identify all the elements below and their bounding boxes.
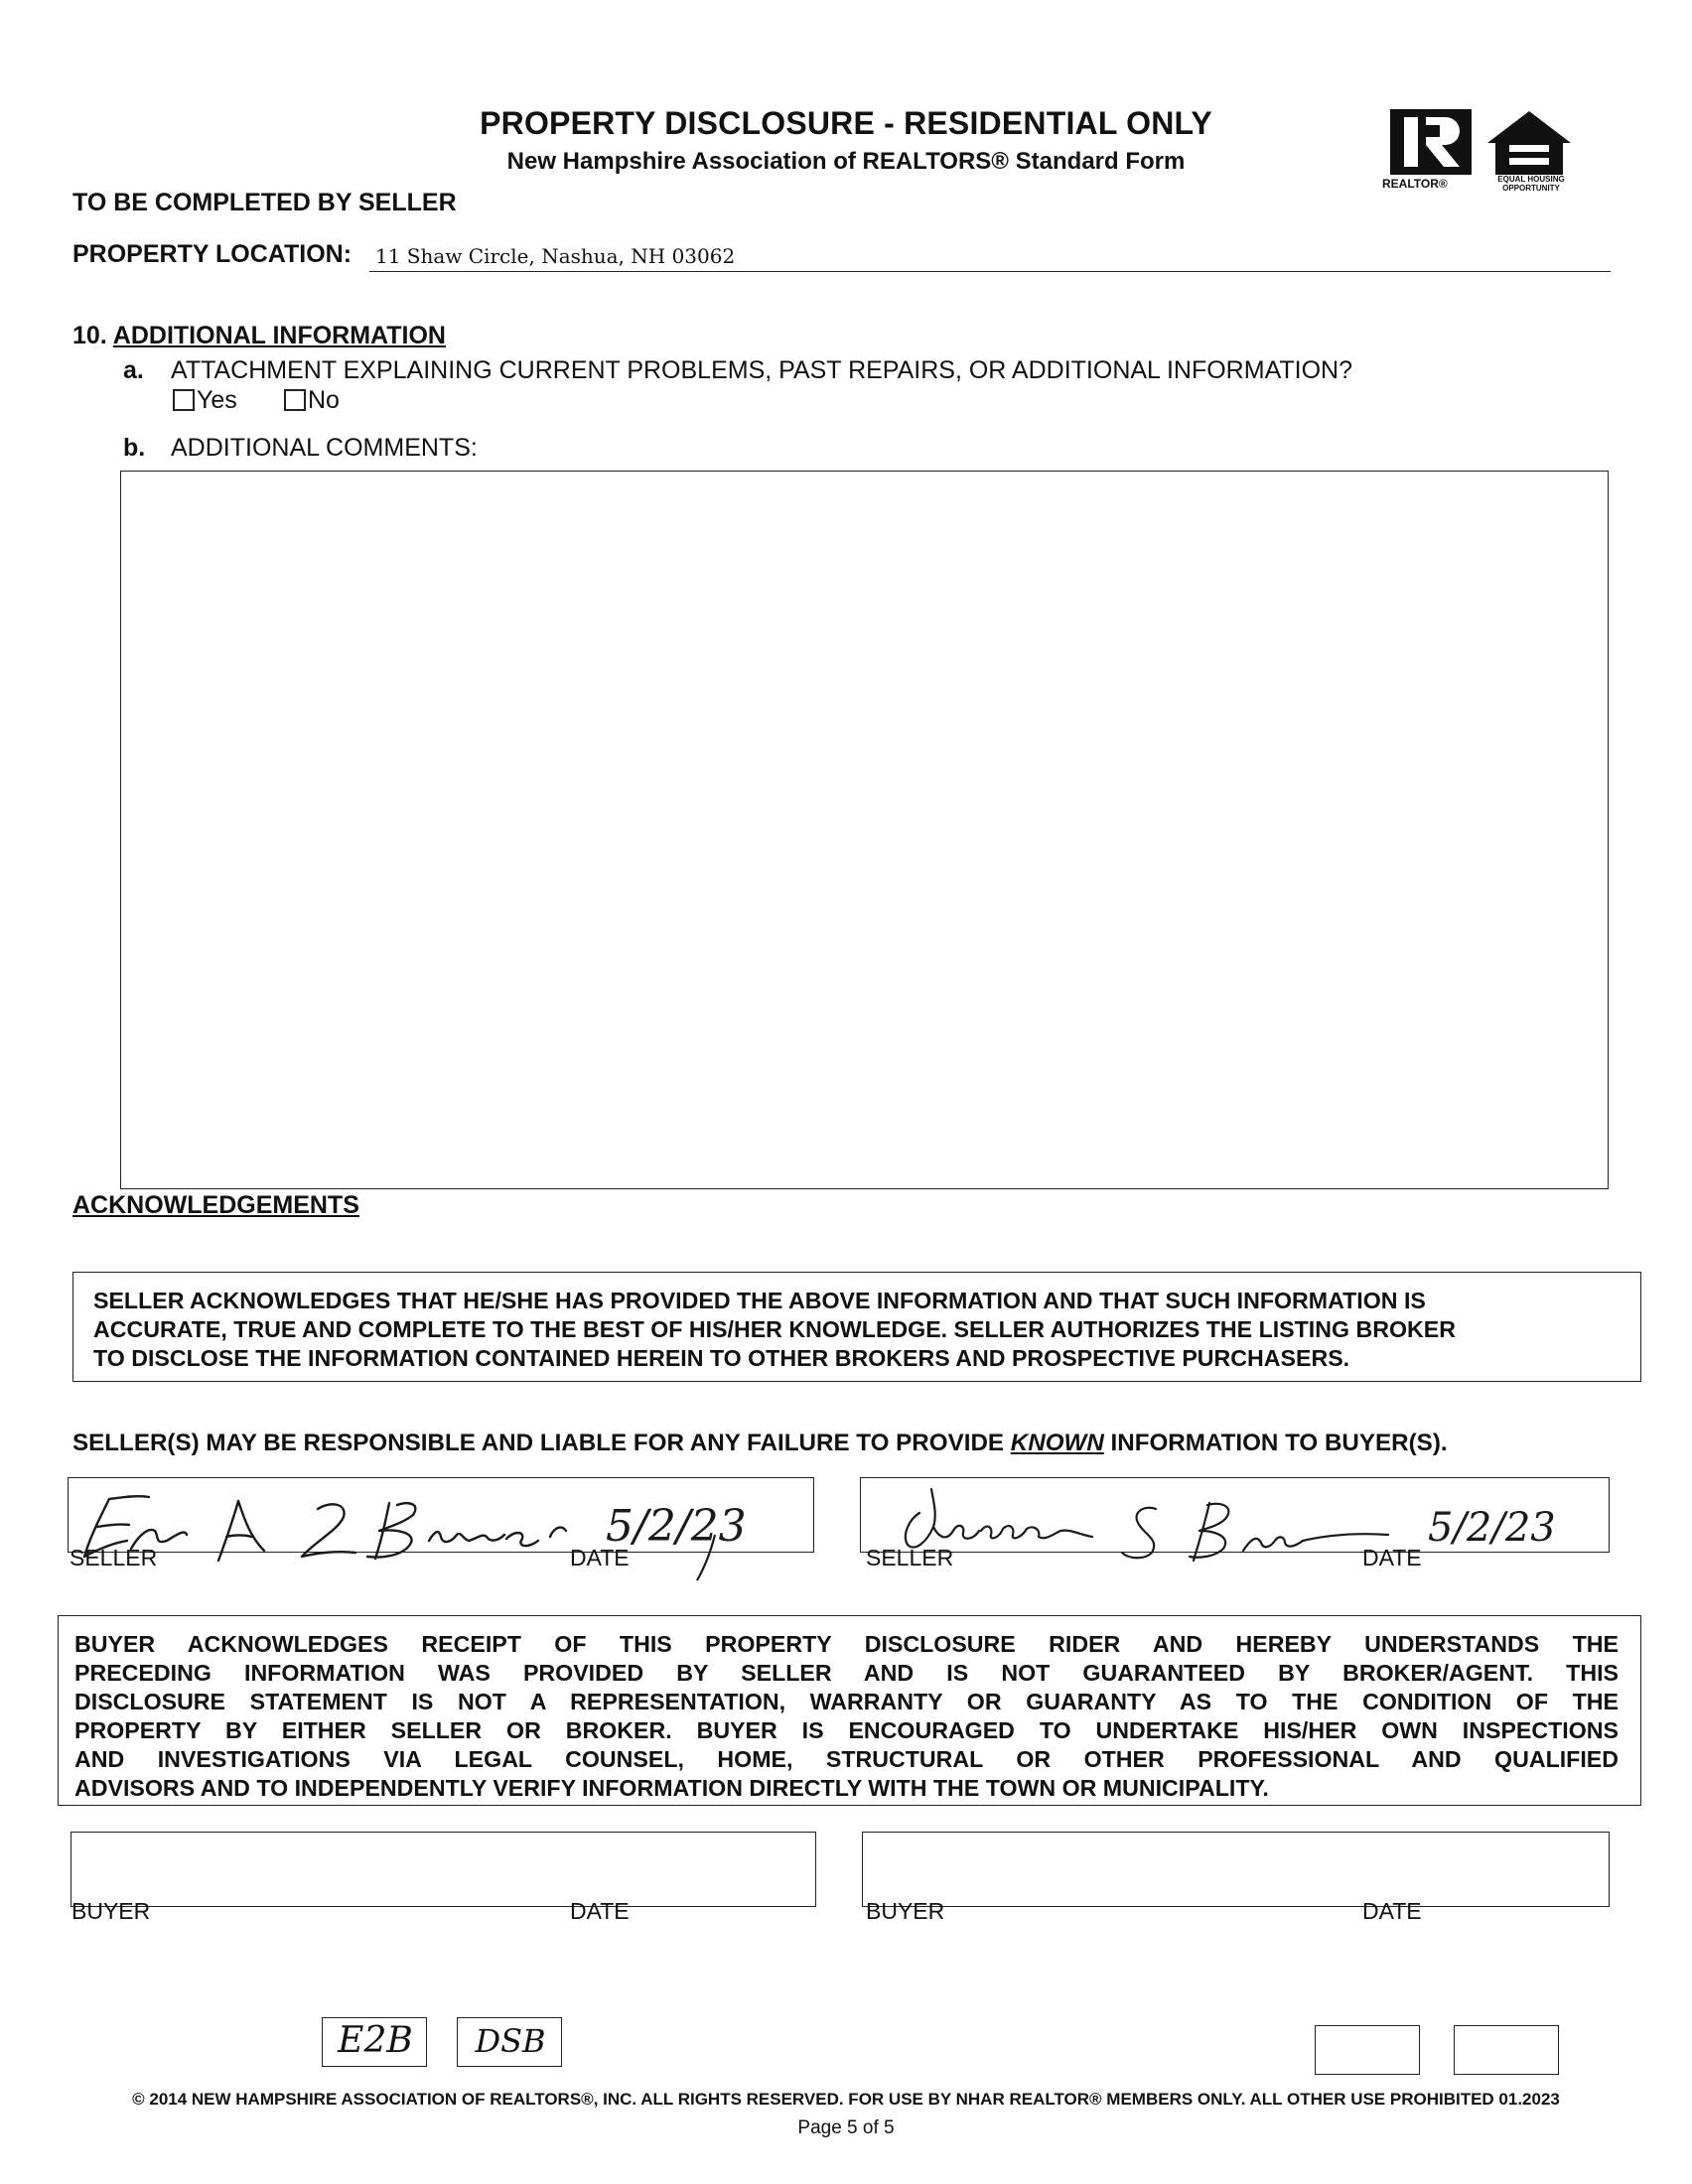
header-logos [1382, 105, 1591, 197]
liability-notice [72, 1430, 1448, 1457]
equal-housing-line-1: EQUAL HOUSING [1497, 175, 1565, 184]
seller-1-date-label: DATE [570, 1545, 630, 1570]
buyer-1-initials-field[interactable] [1315, 2025, 1420, 2075]
item-b-letter: b. [123, 434, 146, 462]
buyer-2-label: BUYER [866, 1898, 945, 1924]
seller-1-label: SELLER [70, 1545, 158, 1570]
item-a-letter: a. [123, 356, 144, 384]
seller-2-initials: DSB [475, 2022, 546, 2060]
property-location-field[interactable]: 11 Shaw Circle, Nashua, NH 03062 [375, 244, 736, 268]
property-location-underline [369, 271, 1611, 272]
seller-statement-line-3: TO DISCLOSE THE INFORMATION CONTAINED HEREIN TO OTHER BROKERS AND PROSPECTIVE PURCHASERS. [93, 1345, 1350, 1371]
buyer-statement-line-1: BUYER ACKNOWLEDGES RECEIPT OF THIS PROPERTY DISCLOSURE RIDER AND HEREBY UNDERSTANDS THE [74, 1631, 1619, 1657]
section-number: 10. [72, 322, 107, 349]
attachment-no-label: No [308, 386, 340, 414]
buyer-1-date-label: DATE [570, 1898, 630, 1924]
seller-1-date-value: 5/2/23 [606, 1501, 747, 1552]
seller-1-initials: E2B [338, 2020, 413, 2061]
seller-2-label: SELLER [866, 1545, 954, 1570]
acknowledgements-heading: ACKNOWLEDGEMENTS [72, 1191, 359, 1219]
buyer-2-signature-field[interactable] [862, 1832, 1610, 1907]
realtor-logo-label: REALTOR® [1382, 177, 1448, 191]
additional-comments-field[interactable] [120, 471, 1609, 1189]
buyer-1-signature-field[interactable] [70, 1832, 816, 1907]
buyer-1-label: BUYER [71, 1898, 151, 1924]
buyer-2-date-label: DATE [1362, 1898, 1422, 1924]
form-subtitle: New Hampshire Association of REALTORS® Standard Form [506, 148, 1186, 175]
section-title: ADDITIONAL INFORMATION [112, 322, 446, 349]
section-10-heading [72, 322, 446, 350]
page-number: Page 5 of 5 [797, 2117, 895, 2138]
liability-text-1: SELLER(S) MAY BE RESPONSIBLE AND LIABLE FOR ANY FAILURE TO PROVIDE [72, 1430, 1011, 1456]
liability-emphasis: KNOWN [1010, 1430, 1104, 1456]
seller-statement-line-2: ACCURATE, TRUE AND COMPLETE TO THE BEST OF HIS/HER KNOWLEDGE. SELLER AUTHORIZES THE LISTING BROKER [93, 1316, 1456, 1342]
seller-2-date-label: DATE [1362, 1545, 1422, 1570]
seller-1-initials-field[interactable] [322, 2017, 427, 2067]
buyer-statement-line-4: PROPERTY BY EITHER SELLER OR BROKER. BUYER IS ENCOURAGED TO UNDERTAKE HIS/HER OWN INSPECTIONS [74, 1717, 1619, 1743]
equal-housing-line-2: OPPORTUNITY [1502, 184, 1560, 193]
seller-acknowledgement-box [72, 1272, 1641, 1382]
form-title: PROPERTY DISCLOSURE - RESIDENTIAL ONLY [480, 105, 1212, 141]
buyer-2-initials-field[interactable] [1454, 2025, 1559, 2075]
item-b-label: ADDITIONAL COMMENTS: [171, 434, 478, 462]
buyer-statement-line-3: DISCLOSURE STATEMENT IS NOT A REPRESENTATION, WARRANTY OR GUARANTY AS TO THE CONDITION OF THE [74, 1689, 1619, 1714]
attachment-yes-label: Yes [197, 386, 237, 414]
seller-2-handwritten-signature [862, 1479, 1617, 1578]
buyer-statement-line-2: PRECEDING INFORMATION WAS PROVIDED BY SELLER AND IS NOT GUARANTEED BY BROKER/AGENT. THIS [74, 1660, 1619, 1686]
attachment-no-checkbox[interactable] [284, 389, 306, 411]
equal-housing-label [1481, 175, 1581, 193]
buyer-statement-line-6: ADVISORS AND TO INDEPENDENTLY VERIFY INFORMATION DIRECTLY WITH THE TOWN OR MUNICIPALITY. [74, 1775, 1269, 1801]
property-location-label: PROPERTY LOCATION: [72, 240, 352, 268]
item-a-question: ATTACHMENT EXPLAINING CURRENT PROBLEMS, PAST REPAIRS, OR ADDITIONAL INFORMATION? [171, 356, 1353, 384]
seller-2-date-value: 5/2/23 [1428, 1505, 1556, 1551]
seller-1-handwritten-signature [70, 1479, 824, 1578]
buyer-statement-line-5: AND INVESTIGATIONS VIA LEGAL COUNSEL, HOME, STRUCTURAL OR OTHER PROFESSIONAL AND QUALIFIED [74, 1746, 1619, 1772]
attachment-yes-checkbox[interactable] [173, 389, 195, 411]
seller-statement-line-1: SELLER ACKNOWLEDGES THAT HE/SHE HAS PROVIDED THE ABOVE INFORMATION AND THAT SUCH INFORMATION IS [93, 1288, 1426, 1313]
to-be-completed-label: TO BE COMPLETED BY SELLER [72, 189, 457, 216]
liability-text-2: INFORMATION TO BUYER(S). [1103, 1430, 1448, 1456]
seller-2-initials-field[interactable] [457, 2017, 562, 2067]
buyer-acknowledgement-box [58, 1615, 1641, 1806]
copyright-footer: © 2014 NEW HAMPSHIRE ASSOCIATION OF REALTORS®, INC. ALL RIGHTS RESERVED. FOR USE BY NHAR REALTOR® MEMBERS ONLY. ALL OTHER USE PROHIBITED 01.2023 [132, 2090, 1560, 2109]
